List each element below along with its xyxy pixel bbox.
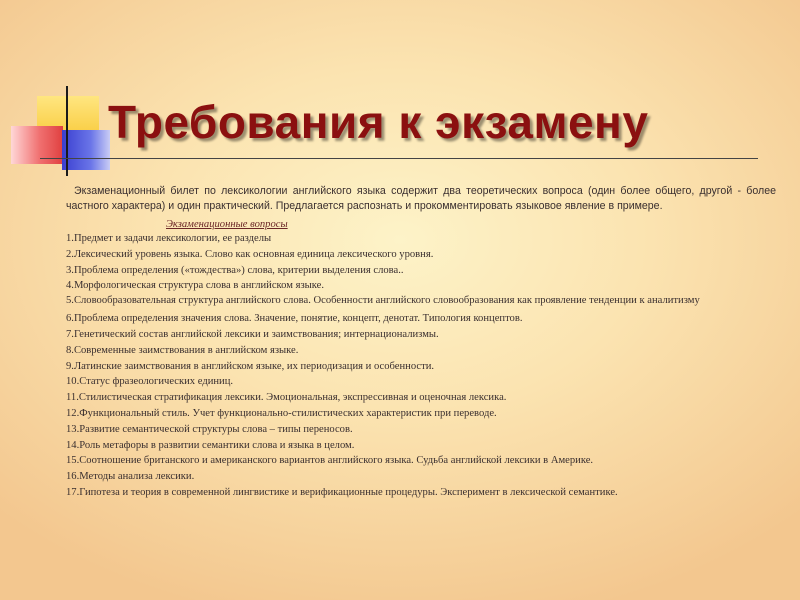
title-underline <box>40 158 758 159</box>
questions-heading: Экзаменационные вопросы <box>166 219 288 230</box>
question-item: 11.Стилистическая стратификация лексики. Эмоциональная, экспрессивная и оценочная лексика. <box>66 392 507 404</box>
question-item: 6.Проблема определения значения слова. Значение, понятие, концепт, денотат. Типология концептов. <box>66 313 523 325</box>
question-item: 15.Соотношение британского и американского вариантов английского языка. Судьба английской лексики в Америке. <box>66 455 594 467</box>
intro-paragraph: Экзаменационный билет по лексикологии английского языка содержит два теоретических вопроса (один более общего, другой - более частного характера) и один практический. Предлагается распознать и прокомментировать языковое явление в примере. <box>66 185 776 212</box>
question-item: 5.Словообразовательная структура английского слова. Особенности английского словообразования как проявление тенденции к аналитизму <box>66 295 700 307</box>
question-item: 17.Гипотеза и теория в современной лингвистике и верификационные процедуры. Эксперимент в лексической семантике. <box>66 486 618 498</box>
slide-body <box>66 184 776 501</box>
question-item: 14.Роль метафоры в развитии семантики слова и языка в целом. <box>66 439 355 451</box>
blue-square-decoration <box>62 130 110 170</box>
question-item: 9.Латинские заимствования в английском языке, их периодизация и особенности. <box>66 360 435 372</box>
question-item: 13.Развитие семантической структуры слова – типы переносов. <box>66 423 353 435</box>
slide-title: Требования к экзамену <box>108 96 649 148</box>
question-item: 1.Предмет и задачи лексикологии, ее разделы <box>66 233 272 244</box>
question-item: 2.Лексический уровень языка. Слово как основная единица лексического уровня. <box>66 248 434 260</box>
question-item: 10.Статус фразеологических единиц. <box>66 376 234 388</box>
vertical-rule <box>66 86 68 176</box>
question-item: 7.Генетический состав английской лексики и заимствования; интернационализмы. <box>66 328 439 340</box>
question-item: 16.Методы анализа лексики. <box>66 471 195 483</box>
question-item: 4.Морфологическая структура слова в английском языке. <box>66 280 324 292</box>
question-item: 8.Современные заимствования в английском языке. <box>66 344 299 356</box>
question-item: 3.Проблема определения («тождества») слова, критерии выделения слова.. <box>66 264 404 276</box>
questions-list <box>66 231 776 501</box>
question-item: 12.Функциональный стиль. Учет функционально-стилистических характеристик при переводе. <box>66 407 497 419</box>
